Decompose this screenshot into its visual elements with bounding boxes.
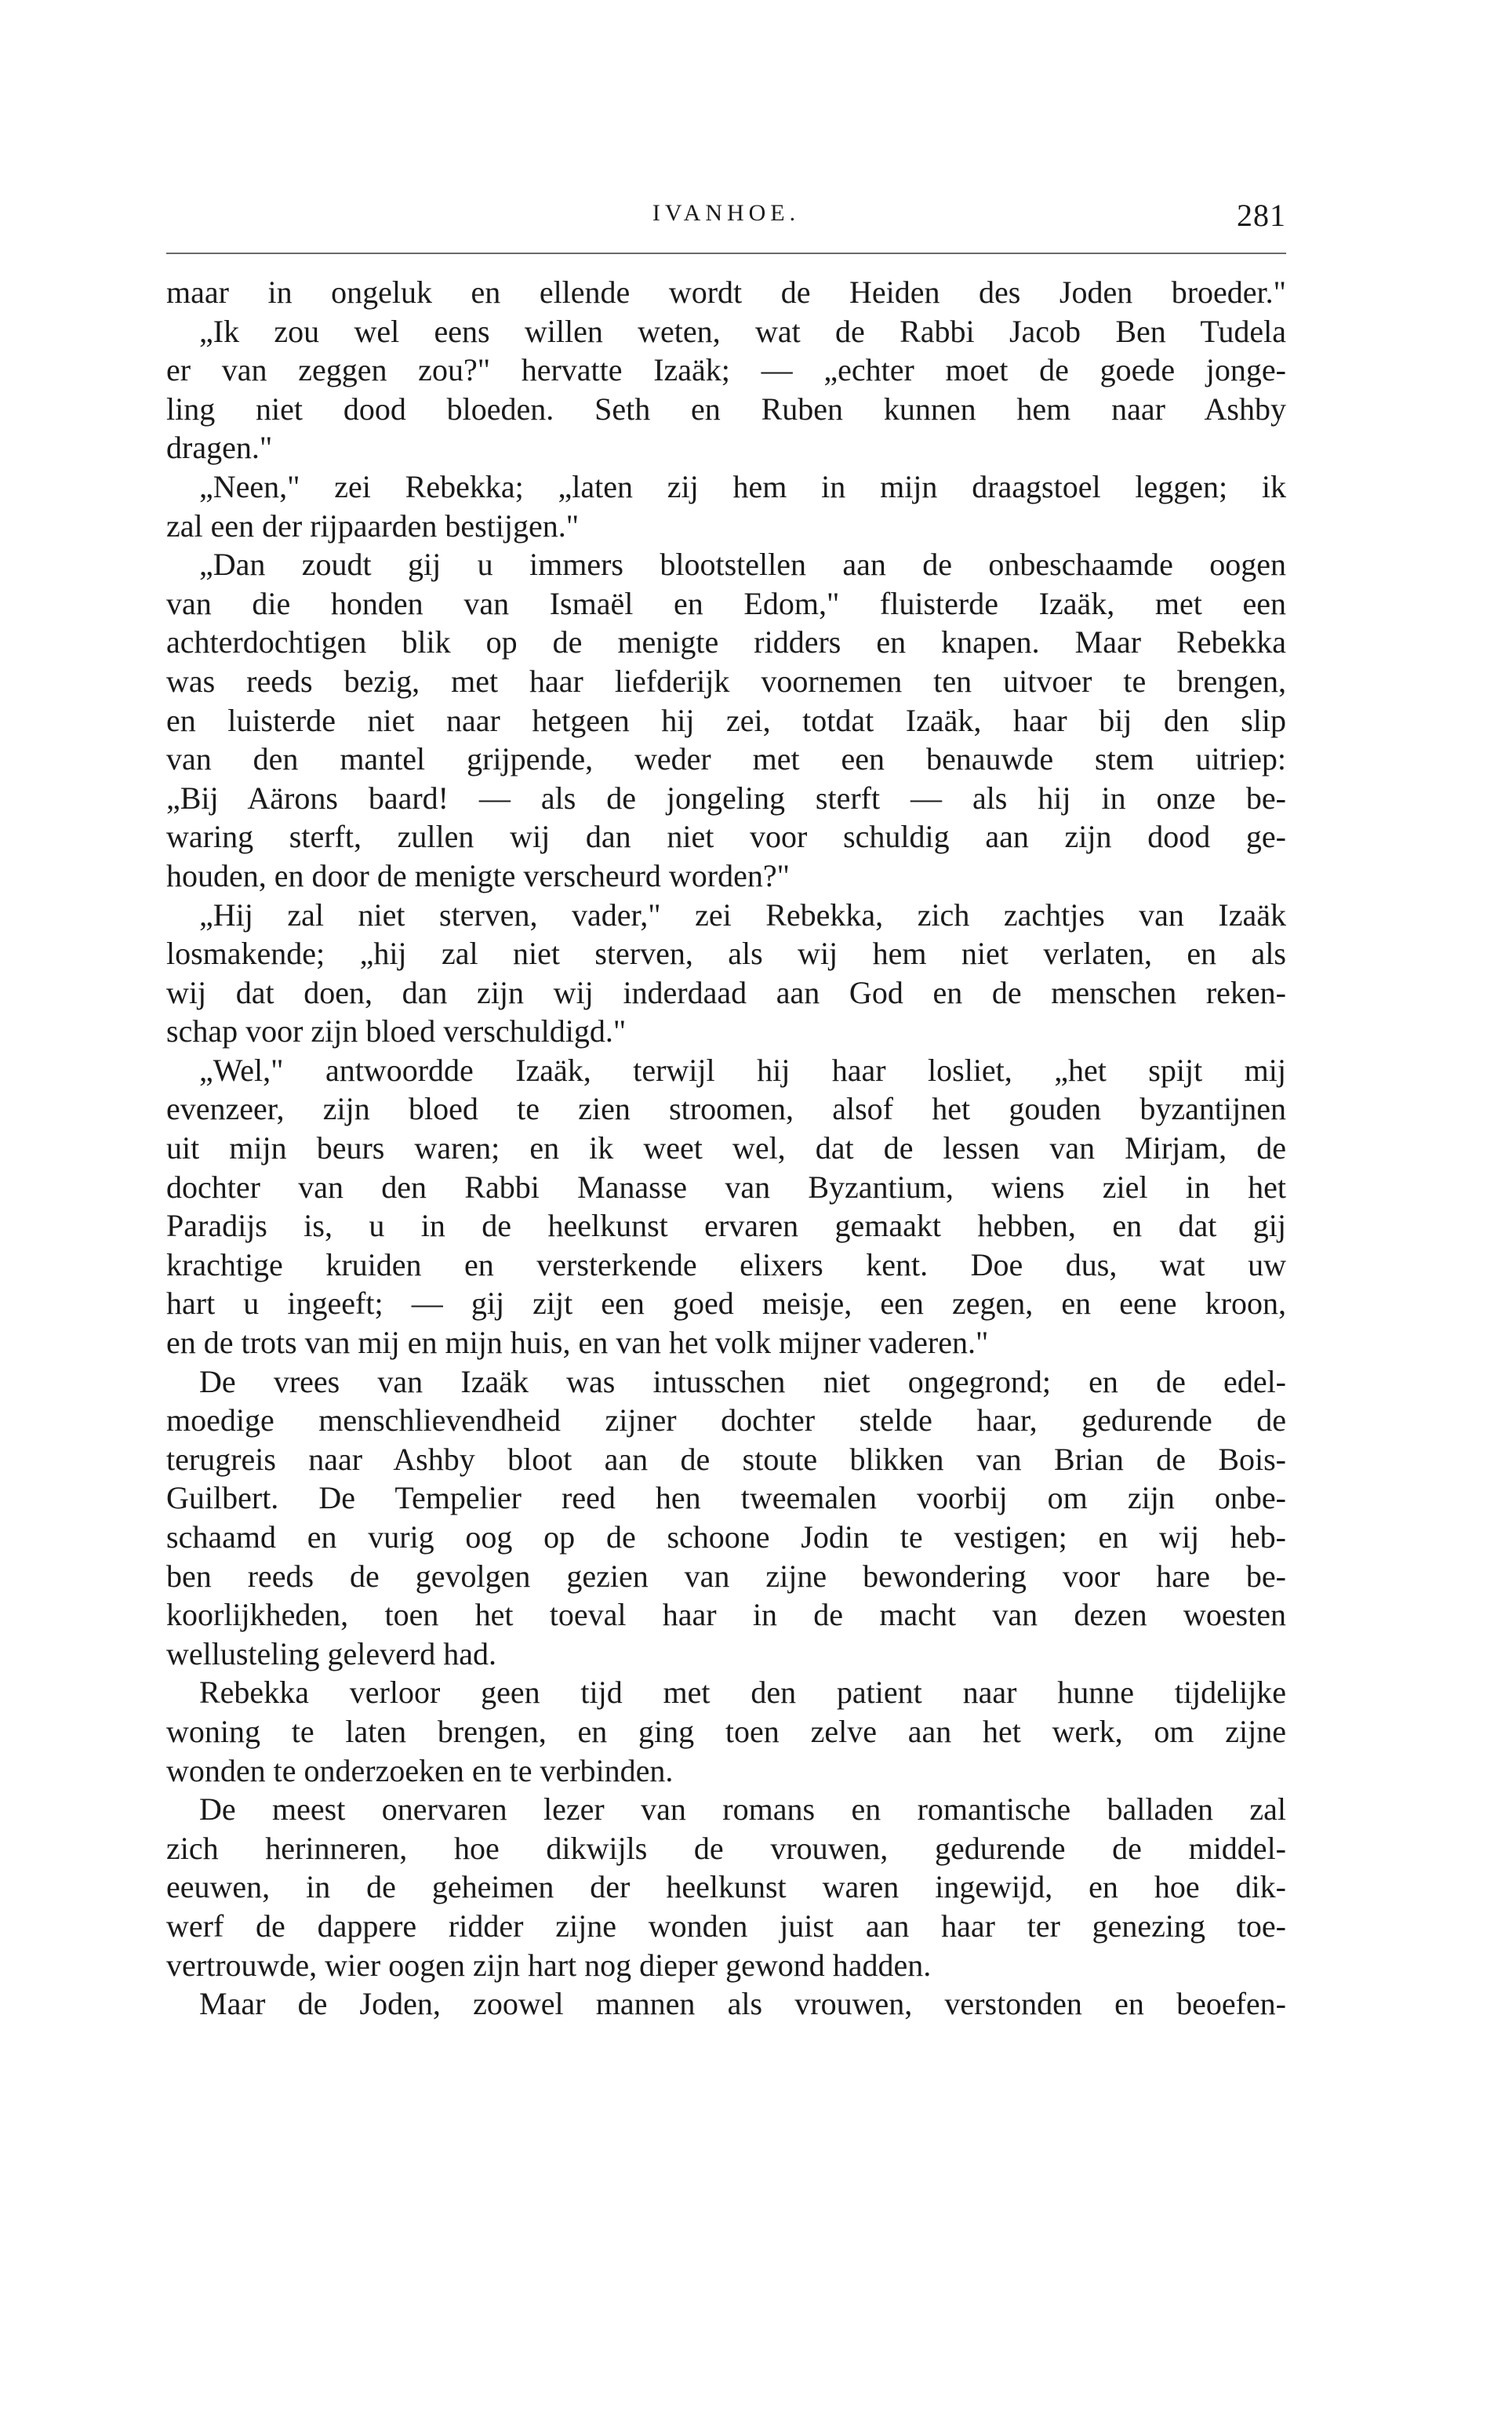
text-line: maar in ongeluk en ellende wordt de Heiden des Joden broeder.": [166, 275, 1286, 310]
text-line: eeuwen, in de geheimen der heelkunst waren ingewijd, en hoe dik-: [166, 1869, 1286, 1905]
text-line: woning te laten brengen, en ging toen zelve aan het werk, om zijne: [166, 1713, 1286, 1749]
text-line: moedige menschlievendheid zijner dochter stelde haar, gedurende de: [166, 1402, 1286, 1438]
page-number: 281: [1237, 198, 1286, 233]
text-line: uit mijn beurs waren; en ik weet wel, dat de lessen van Mirjam, de: [166, 1130, 1286, 1166]
text-line: zich herinneren, hoe dikwijls de vrouwen, gedurende de middel-: [166, 1830, 1286, 1866]
text-line: vertrouwde, wier oogen zijn hart nog dieper gewond hadden.: [166, 1947, 932, 1983]
text-line: wij dat doen, dan zijn wij inderdaad aan God en de menschen reken-: [166, 974, 1286, 1010]
text-line: terugreis naar Ashby bloot aan de stoute blikken van Brian de Bois-: [166, 1441, 1286, 1477]
text-line: De vrees van Izaäk was intusschen niet ongegrond; en de edel-: [199, 1363, 1286, 1399]
text-line: Maar de Joden, zoowel mannen als vrouwen, verstonden en beoefen-: [199, 1986, 1286, 2022]
text-line: Paradijs is, u in de heelkunst ervaren gemaakt hebben, en dat gij: [166, 1208, 1286, 1244]
text-line: dragen.": [166, 430, 273, 466]
text-line: ling niet dood bloeden. Seth en Ruben kunnen hem naar Ashby: [166, 391, 1286, 427]
text-line: koorlijkheden, toen het toeval haar in de macht van dezen woesten: [166, 1597, 1286, 1633]
text-line: dochter van den Rabbi Manasse van Byzantium, wiens ziel in het: [166, 1169, 1286, 1205]
text-line: „Neen," zei Rebekka; „laten zij hem in mijn draagstoel leggen; ik: [199, 468, 1286, 504]
text-line: houden, en door de menigte verscheurd worden?": [166, 857, 790, 893]
text-line: schaamd en vurig oog op de schoone Jodin te vestigen; en wij heb-: [166, 1519, 1286, 1555]
text-line: evenzeer, zijn bloed te zien stroomen, alsof het gouden byzantijnen: [166, 1091, 1286, 1127]
text-line: zal een der rijpaarden bestijgen.": [166, 507, 580, 544]
text-line: van den mantel grijpende, weder met een benauwde stem uitriep:: [166, 741, 1286, 777]
text-line: wonden te onderzoeken en te verbinden.: [166, 1752, 674, 1788]
text-line: waring sterft, zullen wij dan niet voor schuldig aan zijn dood ge-: [166, 819, 1286, 855]
running-head: [166, 200, 1286, 247]
body-text: [166, 273, 1286, 2024]
text-line: krachtige kruiden en versterkende elixers kent. Doe dus, wat uw: [166, 1246, 1286, 1282]
text-line: „Hij zal niet sterven, vader," zei Rebekka, zich zachtjes van Izaäk: [199, 897, 1286, 933]
text-line: werf de dappere ridder zijne wonden juist aan haar ter genezing toe-: [166, 1908, 1286, 1944]
text-line: achterdochtigen blik op de menigte ridders en knapen. Maar Rebekka: [166, 624, 1286, 660]
text-line: „Ik zou wel eens willen weten, wat de Rabbi Jacob Ben Tudela: [199, 313, 1286, 349]
header-rule: [166, 253, 1286, 254]
text-line: „Wel," antwoordde Izaäk, terwijl hij haar losliet, „het spijt mij: [199, 1052, 1286, 1088]
text-line: van die honden van Ismaël en Edom," fluisterde Izaäk, met een: [166, 585, 1286, 621]
text-line: losmakende; „hij zal niet sterven, als wij hem niet verlaten, en als: [166, 936, 1286, 972]
text-line: Rebekka verloor geen tijd met den patient naar hunne tijdelijke: [199, 1675, 1286, 1711]
text-line: De meest onervaren lezer van romans en romantische balladen zal: [199, 1791, 1286, 1828]
text-line: en de trots van mij en mijn huis, en van het volk mijner vaderen.": [166, 1325, 989, 1361]
text-line: er van zeggen zou?" hervatte Izaäk; — „echter moet de goede jonge-: [166, 352, 1286, 388]
text-line: ben reeds de gevolgen gezien van zijne bewondering voor hare be-: [166, 1558, 1286, 1594]
text-line: „Bij Aärons baard! — als de jongeling sterft — als hij in onze be-: [166, 780, 1286, 816]
text-line: en luisterde niet naar hetgeen hij zei, totdat Izaäk, haar bij den slip: [166, 702, 1286, 738]
text-line: was reeds bezig, met haar liefderijk voornemen ten uitvoer te brengen,: [166, 663, 1286, 699]
text-line: wellusteling geleverd had.: [166, 1635, 496, 1671]
text-line: hart u ingeeft; — gij zijt een goed meisje, een zegen, en eene kroon,: [166, 1286, 1286, 1322]
text-line: „Dan zoudt gij u immers blootstellen aan de onbeschaamde oogen: [199, 547, 1286, 583]
text-line: schap voor zijn bloed verschuldigd.": [166, 1013, 627, 1049]
running-title: IVANHOE.: [652, 200, 801, 226]
text-line: Guilbert. De Tempelier reed hen tweemalen voorbij om zijn onbe-: [166, 1480, 1286, 1516]
